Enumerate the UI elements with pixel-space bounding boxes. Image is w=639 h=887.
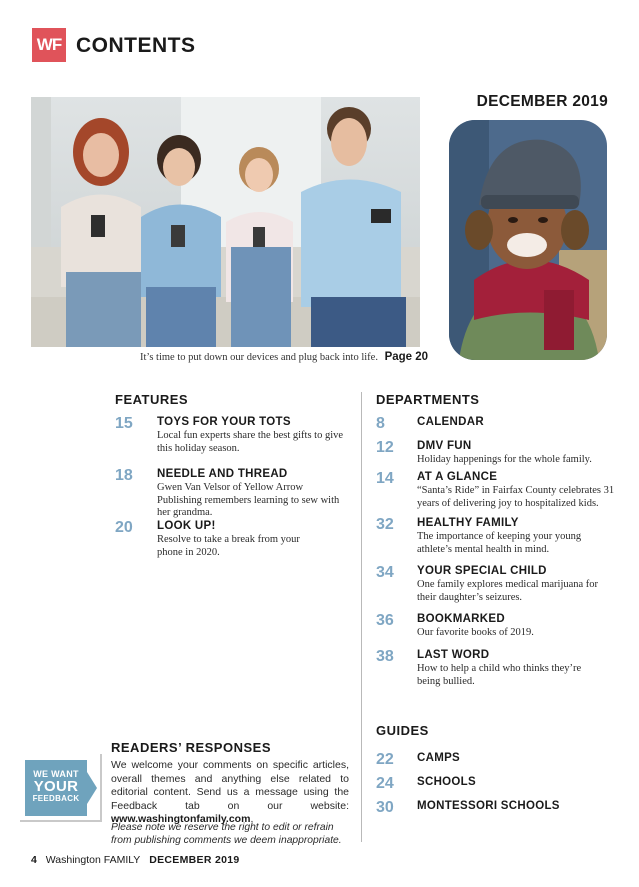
guide-entry[interactable] <box>376 775 616 793</box>
department-entry[interactable] <box>376 439 616 467</box>
readers-body-text: We welcome your comments on specific articles, overall themes and anything else related to editorial content. Send us a message using the Feedback tab on our website: <box>111 759 349 812</box>
entry-description: Our favorite books of 2019. <box>417 627 534 638</box>
badge-line-3: FEEDBACK <box>32 794 80 803</box>
department-entry[interactable] <box>376 470 616 510</box>
departments-heading: DEPARTMENTS <box>376 392 480 407</box>
entry-title: BOOKMARKED <box>417 613 505 625</box>
entry-title: MONTESSORI SCHOOLS <box>417 800 560 812</box>
page-number: 32 <box>376 516 394 533</box>
entry-title: CALENDAR <box>417 416 484 428</box>
entry-title: NEEDLE AND THREAD <box>157 468 288 480</box>
footer-date: DECEMBER 2019 <box>149 854 240 866</box>
magazine-logo: WF <box>32 28 66 62</box>
page-footer <box>31 854 240 866</box>
page-number: 15 <box>115 415 133 432</box>
smiling-child-photo <box>449 120 607 360</box>
entry-title: TOYS FOR YOUR TOTS <box>157 416 291 428</box>
features-heading: FEATURES <box>115 392 189 407</box>
entry-description: Gwen Van Velsor of Yellow Arrow Publishing remembers learning to sew with her grandma. <box>157 482 340 518</box>
footer-magazine-name: Washington FAMILY <box>45 854 141 866</box>
entry-title: YOUR SPECIAL CHILD <box>417 565 547 577</box>
entry-description: Holiday happenings for the whole family. <box>417 454 592 465</box>
entry-title: HEALTHY FAMILY <box>417 517 519 529</box>
issue-date: DECEMBER 2019 <box>476 93 608 110</box>
readers-responses-text <box>111 759 349 827</box>
caption-page-ref[interactable]: Page 20 <box>384 351 429 363</box>
guide-entry[interactable] <box>376 799 616 817</box>
page-number: 22 <box>376 751 394 768</box>
page-title: CONTENTS <box>76 34 196 57</box>
entry-description: The importance of keeping your young athlete’s mental health in mind. <box>417 531 582 555</box>
column-divider <box>361 392 362 842</box>
editorial-note: Please note we reserve the right to edit or refrain from publishing comments we deem inappropriate. <box>111 822 342 846</box>
feedback-badge[interactable] <box>25 760 87 816</box>
department-entry[interactable] <box>376 516 616 556</box>
page-number: 12 <box>376 439 394 456</box>
page-number: 24 <box>376 775 394 792</box>
page-number: 20 <box>115 519 133 536</box>
readers-body-end: . <box>250 813 254 825</box>
department-entry[interactable] <box>376 564 616 604</box>
page-number: 38 <box>376 648 394 665</box>
caption-text: It’s time to put down our devices and plug back into life. <box>140 352 378 363</box>
guides-heading: GUIDES <box>376 723 429 738</box>
badge-line-1: WE WANT <box>33 769 79 779</box>
department-entry[interactable] <box>376 648 616 688</box>
feature-entry[interactable] <box>115 415 355 455</box>
footer-page-number: 4 <box>31 854 37 866</box>
entry-title: SCHOOLS <box>417 776 476 788</box>
entry-title: LOOK UP! <box>157 520 216 532</box>
badge-line-2: YOUR <box>33 778 79 795</box>
readers-responses-heading: READERS’ RESPONSES <box>111 740 271 755</box>
feature-entry[interactable] <box>115 467 355 520</box>
website-link[interactable]: www.washingtonfamily.com <box>111 813 251 825</box>
page-number: 14 <box>376 470 394 487</box>
entry-description: Resolve to take a break from your phone in 2020. <box>157 534 300 558</box>
photo-caption <box>140 351 428 363</box>
family-on-phones-photo <box>31 97 420 347</box>
entry-title: CAMPS <box>417 752 461 764</box>
page-number: 8 <box>376 415 385 432</box>
page-number: 30 <box>376 799 394 816</box>
department-entry[interactable] <box>376 415 616 433</box>
page-number: 36 <box>376 612 394 629</box>
entry-description: Local fun experts share the best gifts to give this holiday season. <box>157 430 344 454</box>
entry-description: How to help a child who thinks they’re being bullied. <box>417 663 582 687</box>
entry-title: DMV FUN <box>417 440 472 452</box>
guide-entry[interactable] <box>376 751 616 769</box>
entry-title: AT A GLANCE <box>417 471 498 483</box>
department-entry[interactable] <box>376 612 616 640</box>
page-number: 34 <box>376 564 394 581</box>
entry-title: LAST WORD <box>417 649 490 661</box>
feature-entry[interactable] <box>115 519 355 559</box>
entry-description: One family explores medical marijuana for their daughter’s seizures. <box>417 579 599 603</box>
entry-description: “Santa’s Ride” in Fairfax County celebrates 31 years of delivering joy to hospitalized kids. <box>417 485 615 509</box>
page-number: 18 <box>115 467 133 484</box>
